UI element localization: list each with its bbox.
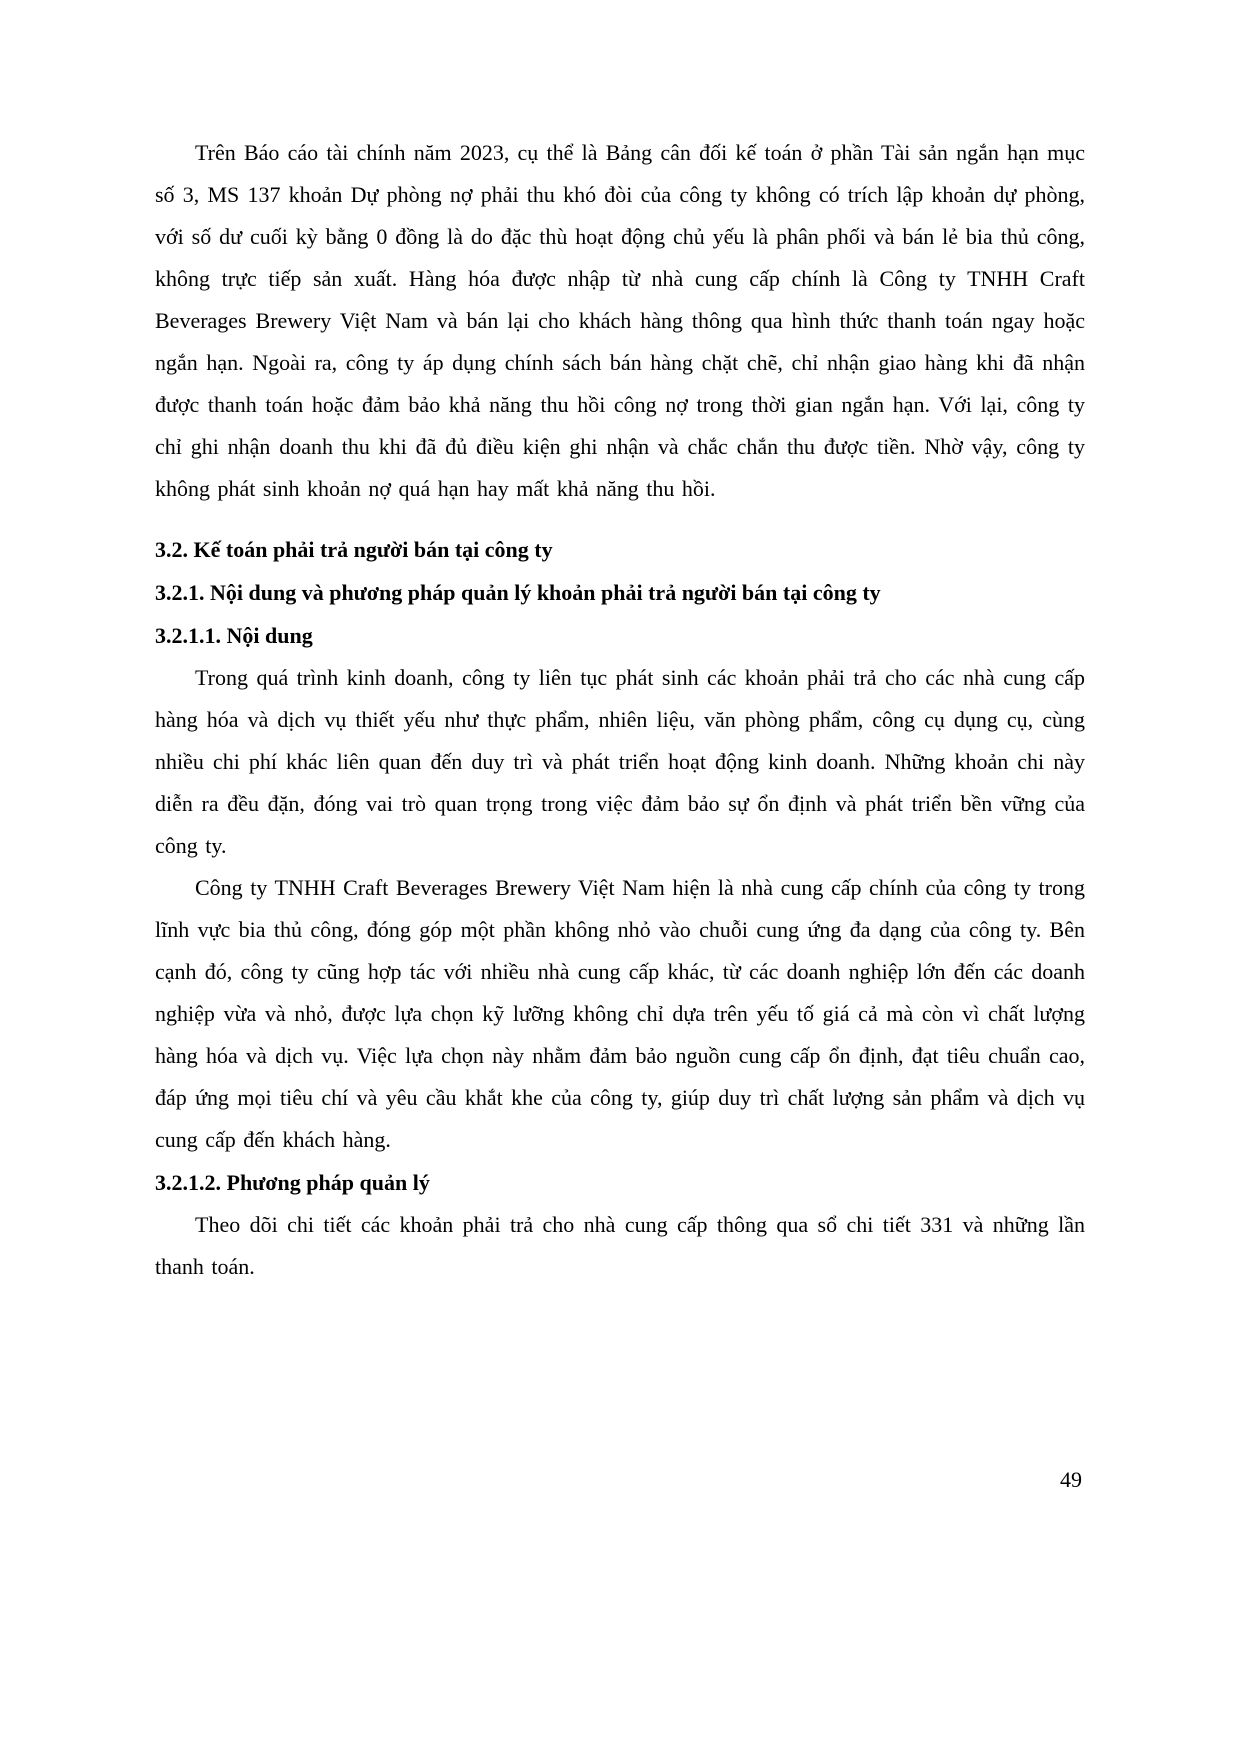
page-number: 49 <box>1060 1467 1082 1492</box>
heading-section-3-2: 3.2. Kế toán phải trả người bán tại công ty <box>155 537 553 562</box>
paragraph-financial-report-note: Trên Báo cáo tài chính năm 2023, cụ thể là Bảng cân đối kế toán ở phần Tài sản ngắn hạn mục số 3, MS 137 khoản Dự phòng nợ phải thu khó đòi của công ty không có trích lập khoản dự phòng, với số dư cuối kỳ bằng 0 đồng là do đặc thù hoạt động chủ yếu là phân phối và bán lẻ bia thủ công, không trực tiếp sản xuất. Hàng hóa được nhập từ nhà cung cấp chính là Công ty TNHH Craft Beverages Brewery Việt Nam và bán lại cho khách hàng thông qua hình thức thanh toán ngay hoặc ngắn hạn. Ngoài ra, công ty áp dụng chính sách bán hàng chặt chẽ, chỉ nhận giao hàng khi đã nhận được thanh toán hoặc đảm bảo khả năng thu hồi công nợ trong thời gian ngắn hạn. Với lại, công ty chỉ ghi nhận doanh thu khi đã đủ điều kiện ghi nhận và chắc chắn thu được tiền. Nhờ vậy, công ty không phát sinh khoản nợ quá hạn hay mất khả năng thu hồi. <box>155 140 1085 501</box>
paragraph-management-method: Theo dõi chi tiết các khoản phải trả cho nhà cung cấp thông qua sổ chi tiết 331 và những lần thanh toán. <box>155 1212 1085 1279</box>
paragraph-supplier-detail: Công ty TNHH Craft Beverages Brewery Việt Nam hiện là nhà cung cấp chính của công ty trong lĩnh vực bia thủ công, đóng góp một phần không nhỏ vào chuỗi cung ứng đa dạng của công ty. Bên cạnh đó, công ty cũng hợp tác với nhiều nhà cung cấp khác, từ các doanh nghiệp lớn đến các doanh nghiệp vừa và nhỏ, được lựa chọn kỹ lưỡng không chỉ dựa trên yếu tố giá cả mà còn vì chất lượng hàng hóa và dịch vụ. Việc lựa chọn này nhằm đảm bảo nguồn cung cấp ổn định, đạt tiêu chuẩn cao, đáp ứng mọi tiêu chí và yêu cầu khắt khe của công ty, giúp duy trì chất lượng sản phẩm và dịch vụ cung cấp đến khách hàng. <box>155 875 1085 1152</box>
paragraph-content-overview: Trong quá trình kinh doanh, công ty liên tục phát sinh các khoản phải trả cho các nhà cung cấp hàng hóa và dịch vụ thiết yếu như thực phẩm, nhiên liệu, văn phòng phẩm, công cụ dụng cụ, cùng nhiều chi phí khác liên quan đến duy trì và phát triển hoạt động kinh doanh. Những khoản chi này diễn ra đều đặn, đóng vai trò quan trọng trong việc đảm bảo sự ổn định và phát triển bền vững của công ty. <box>155 665 1085 858</box>
heading-section-3-2-1-2: 3.2.1.2. Phương pháp quản lý <box>155 1170 430 1195</box>
heading-section-3-2-1-1: 3.2.1.1. Nội dung <box>155 623 313 648</box>
heading-section-3-2-1: 3.2.1. Nội dung và phương pháp quản lý khoản phải trả người bán tại công ty <box>155 580 881 605</box>
